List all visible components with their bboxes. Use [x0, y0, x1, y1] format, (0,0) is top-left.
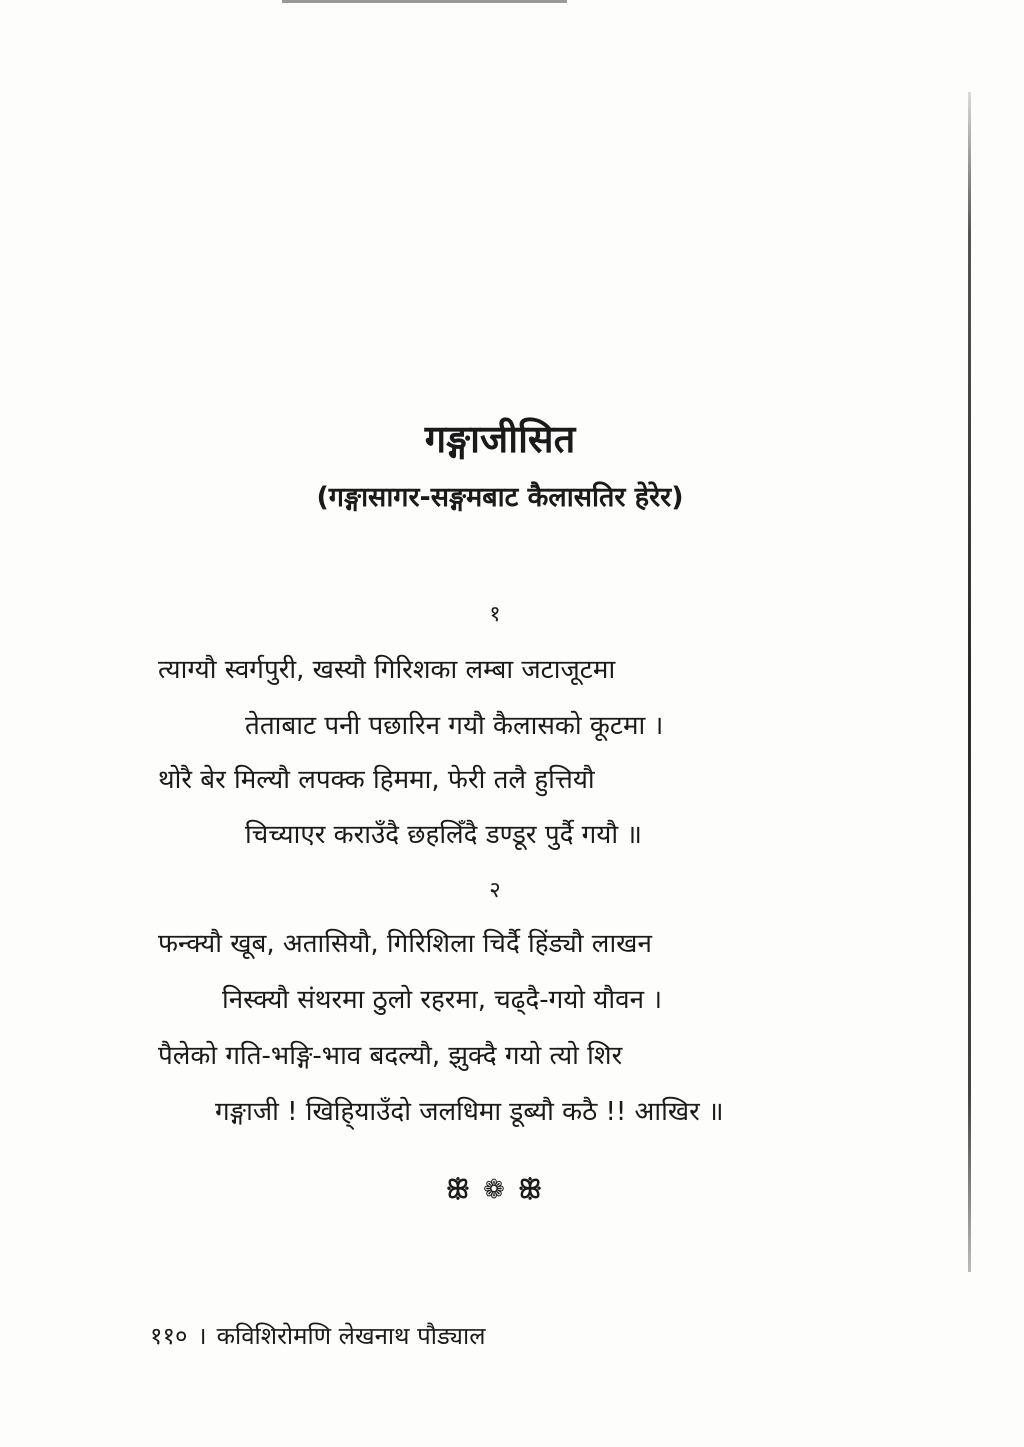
verse-line: पैलेको गति-भङ्गि-भाव बदल्यौ, झुक्दै गयो त्यो शिर	[158, 1041, 623, 1071]
verse-line: चिच्याएर कराउँदै छहलिँदै डण्डूर पुर्दै गयौ ॥	[245, 820, 642, 850]
stanza-number-2: २	[489, 878, 501, 903]
verse-line: त्याग्यौ स्वर्गपुरी, खस्यौ गिरिशका लम्बा जटाजूटमा	[158, 655, 616, 685]
verse-line: थोरै बेर मिल्यौ लपक्क हिममा, फेरी तलै हुत्तियौ	[158, 765, 595, 795]
verse-line: फन्क्यौ खूब, अतासियौ, गिरिशिला चिर्दै हिंड्यौ लाखन	[158, 929, 652, 959]
footer-separator: ।	[197, 1322, 207, 1350]
stanza-number-1: १	[489, 602, 501, 627]
poem-title: गङ्गाजीसित	[424, 417, 576, 461]
page-footer	[150, 1318, 486, 1354]
section-ornament: ꕥ ❁ ꕥ	[445, 1175, 545, 1205]
top-rule	[282, 0, 567, 3]
verse-line: गङ्गाजी ! खिहि्याउँदो जलधिमा डूब्यौ कठै !! आखिर ॥	[215, 1097, 724, 1127]
page-number: ११०	[150, 1322, 188, 1350]
verse-line: निस्क्यौ संथरमा ठुलो रहरमा, चढ्दै-गयो यौवन ।	[222, 985, 663, 1015]
verse-line: तेताबाट पनी पछारिन गयौ कैलासको कूटमा ।	[245, 711, 664, 741]
poem-subtitle: (गङ्गासागर-सङ्गमबाट कैलासतिर हेरेर)	[316, 482, 684, 513]
book-title: कविशिरोमणि लेखनाथ पौड्याल	[216, 1322, 486, 1350]
page-edge-line	[968, 92, 971, 1272]
